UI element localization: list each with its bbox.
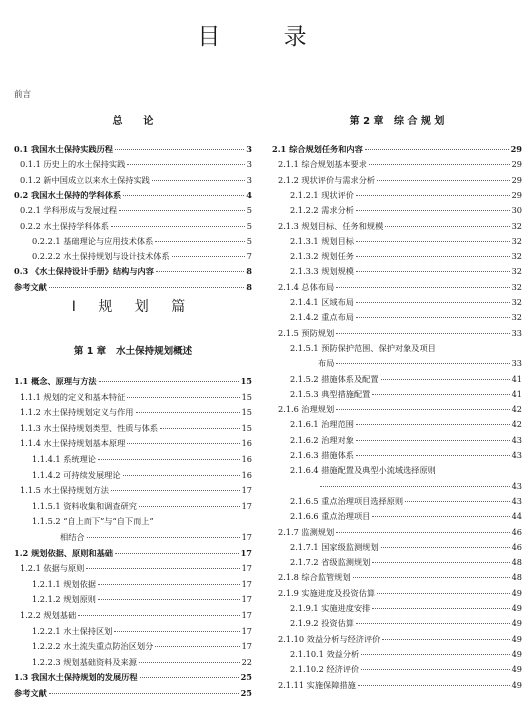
toc-entry[interactable] xyxy=(272,479,522,493)
toc-entry[interactable] xyxy=(272,356,522,370)
toc-entry[interactable] xyxy=(14,374,252,388)
toc-entry[interactable] xyxy=(272,601,522,615)
toc-entry-title: 2.1.5 预防规划 xyxy=(278,327,335,338)
toc-entry[interactable] xyxy=(14,530,252,544)
toc-entry-title: 0.2.2.1 基础理论与应用技术体系 xyxy=(32,235,154,246)
toc-entry-page: 17 xyxy=(241,500,252,511)
toc-entry-title: 2.1.9 实施进度及投资估算 xyxy=(278,587,376,598)
toc-leader-dots xyxy=(139,505,240,507)
toc-entry[interactable] xyxy=(14,639,252,653)
toc-entry[interactable] xyxy=(14,546,252,560)
toc-entry-page: 5 xyxy=(246,205,252,216)
toc-entry-title: 2.1.4.2 重点布局 xyxy=(290,312,354,323)
toc-entry[interactable] xyxy=(14,655,252,669)
toc-entry-page: 33 xyxy=(511,358,522,369)
toc-leader-dots xyxy=(377,179,509,181)
toc-entry-page: 29 xyxy=(511,189,522,200)
toc-entry-page: 48 xyxy=(511,557,522,568)
toc-entry-title: 1.2.1.2 规划原则 xyxy=(32,594,96,605)
toc-entry-page: 32 xyxy=(511,312,522,323)
toc-entry-title: 2.1.6.2 治理对象 xyxy=(290,434,354,445)
toc-entry-page: 46 xyxy=(511,526,522,537)
toc-entry[interactable] xyxy=(14,670,252,684)
toc-entry-title: 1.2.2 规划基础 xyxy=(20,610,77,620)
overview-heading: 总 论 xyxy=(112,116,154,127)
toc-entry-title: 1.2.2.1 水土保持区划 xyxy=(32,625,113,636)
toc-entry-title: 0.1.1 历史上的水土保持实践 xyxy=(20,159,126,170)
toc-entry[interactable] xyxy=(272,310,522,324)
toc-leader-dots xyxy=(139,661,240,663)
toc-entry-page: 42 xyxy=(511,419,522,430)
toc-leader-dots xyxy=(365,148,509,150)
toc-entry-title: 1.1.5.1 资料收集和调查研究 xyxy=(32,500,137,511)
toc-entry[interactable] xyxy=(272,632,522,646)
toc-entry[interactable] xyxy=(14,608,252,622)
toc-leader-dots xyxy=(111,225,245,227)
toc-entry[interactable] xyxy=(14,452,252,466)
toc-entry-title: 2.1.6.5 重点治理项目选择原则 xyxy=(290,495,404,506)
toc-entry-page: 32 xyxy=(511,281,522,292)
toc-entry-page: 49 xyxy=(511,664,522,675)
toc-entry-title: 1.2.2.3 规划基础资料及来源 xyxy=(32,656,137,667)
part-heading: Ⅰ 规 划 篇 xyxy=(71,299,195,315)
toc-leader-dots xyxy=(127,396,239,398)
toc-entry[interactable] xyxy=(272,525,522,539)
toc-entry[interactable] xyxy=(14,468,252,482)
toc-entry[interactable] xyxy=(272,417,522,431)
toc-leader-dots xyxy=(98,458,240,460)
toc-entry-page: 8 xyxy=(246,266,252,277)
toc-leader-dots xyxy=(140,676,239,678)
toc-entry-title: 2.1.3.1 规划目标 xyxy=(290,235,354,246)
toc-entry[interactable] xyxy=(272,433,522,447)
toc-leader-dots xyxy=(136,411,240,413)
toc-entry-page: 15 xyxy=(241,391,252,402)
toc-entry-page: 49 xyxy=(511,618,522,629)
toc-entry-title: 1.3 我国水土保持规划的发展历程 xyxy=(14,672,138,683)
toc-entry[interactable] xyxy=(272,341,522,355)
toc-entry-page: 15 xyxy=(240,376,252,386)
toc-entry-page: 17 xyxy=(241,625,252,636)
toc-leader-dots xyxy=(160,427,240,429)
toc-leader-dots xyxy=(356,454,510,456)
chapter1-heading: 第 1 章 水土保持规划概述 xyxy=(73,346,193,357)
toc-leader-dots xyxy=(382,638,509,640)
toc-entry-page: 16 xyxy=(241,438,252,449)
toc-leader-dots xyxy=(372,515,509,517)
toc-entry-title: 参考文献 xyxy=(14,281,47,292)
toc-leader-dots xyxy=(405,500,509,502)
toc-entry[interactable] xyxy=(272,448,522,462)
toc-entry-page: 17 xyxy=(241,563,252,574)
toc-entry[interactable] xyxy=(14,234,252,248)
toc-entry-title: 2.1.8 综合监管规划 xyxy=(278,572,351,583)
toc-leader-dots xyxy=(356,316,510,318)
toc-entry[interactable] xyxy=(14,592,252,606)
toc-leader-dots xyxy=(358,684,510,686)
toc-entry-page: 32 xyxy=(511,235,522,246)
toc-entry-page: 49 xyxy=(511,679,522,690)
toc-entry-title: 2.1.3 规划目标、任务和规模 xyxy=(278,220,384,231)
toc-leader-dots xyxy=(114,630,239,632)
toc-entry-page: 32 xyxy=(511,220,522,231)
toc-entry-title: 2.1.9.2 投资估算 xyxy=(290,618,354,629)
toc-leader-dots xyxy=(123,194,244,196)
toc-leader-dots xyxy=(87,536,240,538)
toc-entry-page: 5 xyxy=(246,235,252,246)
toc-entry-page: 29 xyxy=(511,174,522,185)
toc-entry-title: 2.1 综合规划任务和内容 xyxy=(272,144,363,154)
toc-leader-dots xyxy=(356,255,510,257)
toc-entry-title: 2.1.10.2 经济评价 xyxy=(290,664,360,675)
toc-entry[interactable] xyxy=(14,514,252,528)
toc-entry[interactable] xyxy=(272,570,522,584)
toc-entry-title: 2.1.10.1 效益分析 xyxy=(290,648,360,659)
toc-title: 目 录 xyxy=(197,24,335,50)
toc-leader-dots xyxy=(336,362,509,364)
toc-leader-dots xyxy=(353,576,510,578)
toc-leader-dots xyxy=(111,489,240,491)
toc-entry-page: 15 xyxy=(241,422,252,433)
toc-entry-page: 46 xyxy=(511,541,522,552)
toc-entry-page: 17 xyxy=(241,641,252,652)
toc-leader-dots xyxy=(172,255,245,257)
toc-entry-title: 2.1.6.3 措施体系 xyxy=(290,450,354,460)
toc-entry-page: 16 xyxy=(241,469,252,480)
toc-entry-page: 22 xyxy=(241,656,252,667)
toc-entry-title: 2.1.6.1 治理范围 xyxy=(290,419,354,430)
toc-leader-dots xyxy=(78,614,239,616)
toc-entry[interactable] xyxy=(14,157,252,171)
toc-leader-dots xyxy=(356,622,510,624)
toc-entry-page: 17 xyxy=(240,547,252,558)
toc-entry-title: 0.2.1 学科形成与发展过程 xyxy=(20,205,118,216)
toc-entry-title: 1.2 规划依据、原则和基础 xyxy=(14,547,113,558)
toc-leader-dots xyxy=(381,546,510,548)
toc-leader-dots xyxy=(152,179,245,181)
toc-entry-page: 49 xyxy=(511,603,522,613)
toc-entry-title: 2.1.4 总体布局 xyxy=(278,281,335,292)
toc-entry-title: 1.1 概念、原理与方法 xyxy=(14,376,97,386)
toc-leader-dots xyxy=(99,380,239,382)
toc-entry[interactable] xyxy=(14,203,252,217)
toc-entry-title: 1.1.1 规划的定义和基本特征 xyxy=(20,391,126,402)
toc-entry-title: 相结合 xyxy=(60,532,85,542)
toc-entry-title: 1.1.5.2 “自上而下”与“自下而上” xyxy=(32,516,154,527)
toc-leader-dots xyxy=(356,194,510,196)
toc-entry[interactable] xyxy=(272,387,522,401)
toc-entry-title: 2.1.2 现状评价与需求分析 xyxy=(278,174,376,185)
toc-leader-dots xyxy=(98,598,240,600)
toc-entry-title: 1.1.4 水土保持规划基本原理 xyxy=(20,438,126,449)
toc-entry[interactable] xyxy=(272,295,522,309)
toc-entry-page: 41 xyxy=(511,373,522,384)
toc-entry-title: 2.1.2.2 需求分析 xyxy=(290,205,354,216)
toc-leader-dots xyxy=(372,393,509,395)
toc-entry[interactable] xyxy=(14,483,252,497)
toc-entry-title: 1.1.5 水土保持规划方法 xyxy=(20,485,109,496)
toc-entry-title: 2.1.2.1 现状评价 xyxy=(290,189,354,200)
toc-entry[interactable] xyxy=(14,142,252,156)
toc-entry[interactable] xyxy=(272,188,522,202)
toc-leader-dots xyxy=(356,270,510,272)
toc-leader-dots xyxy=(98,583,240,585)
toc-leader-dots xyxy=(336,531,509,533)
toc-entry-page: 44 xyxy=(511,511,522,522)
toc-entry-title: 2.1.6 治理规划 xyxy=(278,404,335,415)
toc-entry[interactable] xyxy=(272,494,522,508)
toc-entry-page: 29 xyxy=(510,144,522,154)
toc-entry-page: 48 xyxy=(511,572,522,583)
toc-entry-title: 2.1.9.1 实施进度安排 xyxy=(290,603,371,613)
toc-entry-title: 1.2.1 依据与原则 xyxy=(20,563,85,574)
toc-leader-dots xyxy=(320,485,510,487)
toc-entry[interactable] xyxy=(14,280,252,294)
preface-link[interactable]: 前言 xyxy=(14,90,32,100)
toc-entry-page: 43 xyxy=(511,495,522,506)
toc-leader-dots xyxy=(356,240,510,242)
toc-entry[interactable] xyxy=(272,586,522,600)
toc-leader-dots xyxy=(155,240,244,242)
toc-entry[interactable] xyxy=(272,555,522,569)
toc-entry[interactable] xyxy=(272,616,522,630)
toc-entry-page: 32 xyxy=(511,251,522,262)
toc-entry-page: 17 xyxy=(241,532,252,542)
toc-entry[interactable] xyxy=(272,678,522,692)
toc-entry-page: 8 xyxy=(246,281,252,292)
toc-entry[interactable] xyxy=(14,188,252,202)
toc-entry-title: 1.1.4.2 可持续发展理论 xyxy=(32,469,121,480)
toc-entry[interactable] xyxy=(272,647,522,661)
toc-entry-page: 33 xyxy=(511,327,522,338)
toc-leader-dots xyxy=(356,209,510,211)
toc-entry-title: 2.1.5.2 措施体系及配置 xyxy=(290,373,379,384)
toc-entry-title: 2.1.11 实施保障措施 xyxy=(278,679,356,690)
toc-entry-page: 49 xyxy=(511,633,522,644)
toc-entry-title: 2.1.7.1 国家级监测规划 xyxy=(290,541,379,552)
toc-entry-page: 3 xyxy=(246,159,252,170)
toc-entry-page: 43 xyxy=(511,434,522,445)
toc-entry-title: 1.1.3 水土保持规划类型、性质与体系 xyxy=(20,422,159,433)
toc-entry[interactable] xyxy=(272,402,522,416)
toc-entry-title: 2.1.3.2 规划任务 xyxy=(290,251,354,262)
toc-entry-page: 29 xyxy=(511,159,522,170)
toc-entry-page: 15 xyxy=(241,407,252,418)
toc-entry-title: 1.1.2 水土保持规划定义与作用 xyxy=(20,407,134,418)
toc-entry[interactable] xyxy=(272,662,522,676)
toc-entry[interactable] xyxy=(14,264,252,278)
toc-entry-title: 2.1.10 效益分析与经济评价 xyxy=(278,633,381,644)
toc-entry-title: 2.1.1 综合规划基本要求 xyxy=(278,159,367,170)
toc-entry-title: 2.1.5.1 预防保护范围、保护对象及项目 xyxy=(290,342,436,353)
toc-entry-title: 2.1.3.3 规划规模 xyxy=(290,266,354,277)
toc-entry-page: 32 xyxy=(511,297,522,307)
toc-leader-dots xyxy=(336,286,509,288)
toc-entry-title: 2.1.6.4 措施配置及典型小流域选择原则 xyxy=(290,465,436,476)
toc-entry-page: 17 xyxy=(241,578,252,589)
toc-entry[interactable] xyxy=(272,142,522,156)
toc-entry[interactable] xyxy=(272,280,522,294)
toc-entry-title: 0.1 我国水土保持实践历程 xyxy=(14,144,113,154)
toc-entry-page: 16 xyxy=(241,454,252,464)
toc-leader-dots xyxy=(356,423,510,425)
toc-entry-title: 0.3 《水土保持设计手册》结构与内容 xyxy=(14,266,154,277)
toc-entry[interactable] xyxy=(14,249,252,263)
toc-entry-page: 41 xyxy=(511,388,522,399)
toc-entry-page: 32 xyxy=(511,266,522,277)
toc-entry-page: 7 xyxy=(246,251,252,262)
toc-leader-dots xyxy=(336,332,509,334)
toc-entry[interactable] xyxy=(272,326,522,340)
toc-entry[interactable] xyxy=(272,540,522,554)
toc-entry-title: 2.1.7 监测规划 xyxy=(278,526,335,537)
toc-leader-dots xyxy=(356,301,510,303)
toc-leader-dots xyxy=(369,163,510,165)
toc-leader-dots xyxy=(123,474,240,476)
toc-entry-page: 43 xyxy=(511,450,522,460)
toc-entry[interactable] xyxy=(14,390,252,404)
toc-entry[interactable] xyxy=(272,509,522,523)
toc-leader-dots xyxy=(127,442,239,444)
toc-leader-dots xyxy=(49,692,239,694)
toc-entry-page: 43 xyxy=(511,480,522,491)
toc-entry-title: 0.1.2 新中国成立以来水土保持实践 xyxy=(20,174,150,185)
toc-entry-title: 2.1.4.1 区域布局 xyxy=(290,297,354,307)
toc-entry[interactable] xyxy=(272,372,522,386)
toc-entry-title: 1.2.1.1 规划依据 xyxy=(32,578,96,589)
toc-leader-dots xyxy=(86,567,239,569)
toc-entry-page: 17 xyxy=(241,610,252,620)
toc-entry-title: 1.1.4.1 系统理论 xyxy=(32,454,96,464)
toc-leader-dots xyxy=(377,592,509,594)
toc-entry-title: 0.2.2 水土保持学科体系 xyxy=(20,220,109,231)
toc-entry-page: 5 xyxy=(246,220,252,231)
toc-entry-page: 49 xyxy=(511,587,522,598)
toc-entry[interactable] xyxy=(14,577,252,591)
toc-entry[interactable] xyxy=(14,405,252,419)
toc-entry[interactable] xyxy=(14,686,252,700)
toc-leader-dots xyxy=(115,148,244,150)
toc-entry[interactable] xyxy=(14,499,252,513)
toc-entry-page: 49 xyxy=(511,648,522,659)
toc-entry[interactable] xyxy=(14,219,252,233)
toc-entry-page: 42 xyxy=(511,404,522,415)
toc-entry[interactable] xyxy=(272,463,522,477)
toc-entry-page: 30 xyxy=(511,205,522,216)
toc-entry-page: 17 xyxy=(241,594,252,605)
toc-entry[interactable] xyxy=(272,157,522,171)
toc-entry-title: 2.1.5.3 典型措施配置 xyxy=(290,388,371,399)
toc-leader-dots xyxy=(381,378,510,380)
toc-entry-page: 4 xyxy=(246,189,252,200)
toc-entry[interactable] xyxy=(14,561,252,575)
toc-leader-dots xyxy=(119,209,245,211)
toc-entry[interactable] xyxy=(272,219,522,233)
toc-leader-dots xyxy=(336,408,509,410)
toc-entry[interactable] xyxy=(272,203,522,217)
toc-entry-page: 3 xyxy=(246,144,252,154)
toc-entry-title: 布局 xyxy=(318,358,335,369)
toc-leader-dots xyxy=(156,270,244,272)
toc-entry-page: 25 xyxy=(240,688,252,698)
toc-leader-dots xyxy=(361,668,509,670)
chapter2-heading: 第 2 章 综 合 规 划 xyxy=(349,116,445,127)
toc-leader-dots xyxy=(356,439,510,441)
toc-entry-title: 1.2.2.2 水土流失重点防治区划分 xyxy=(32,641,154,652)
toc-entry[interactable] xyxy=(272,234,522,248)
toc-leader-dots xyxy=(155,645,239,647)
toc-entry-title: 2.1.7.2 省级监测规划 xyxy=(290,557,371,568)
toc-entry[interactable] xyxy=(272,173,522,187)
toc-entry[interactable] xyxy=(14,624,252,638)
toc-leader-dots xyxy=(361,653,509,655)
toc-entry[interactable] xyxy=(14,436,252,450)
toc-entry-page: 25 xyxy=(240,672,252,683)
toc-entry-title: 参考文献 xyxy=(14,688,47,698)
toc-entry-page: 3 xyxy=(246,174,252,185)
toc-entry-title: 0.2.2.2 水土保持规划与设计技术体系 xyxy=(32,251,170,262)
toc-entry[interactable] xyxy=(14,421,252,435)
toc-leader-dots xyxy=(385,225,509,227)
toc-entry[interactable] xyxy=(272,249,522,263)
toc-entry-title: 0.2 我国水土保持的学科体系 xyxy=(14,189,122,200)
toc-leader-dots xyxy=(372,607,509,609)
toc-entry[interactable] xyxy=(14,173,252,187)
toc-leader-dots xyxy=(372,561,509,563)
toc-leader-dots xyxy=(115,552,239,554)
toc-entry-page: 17 xyxy=(241,485,252,496)
toc-leader-dots xyxy=(49,286,245,288)
toc-leader-dots xyxy=(127,163,244,165)
toc-entry-title: 2.1.6.6 重点治理项目 xyxy=(290,511,371,522)
toc-entry[interactable] xyxy=(272,264,522,278)
